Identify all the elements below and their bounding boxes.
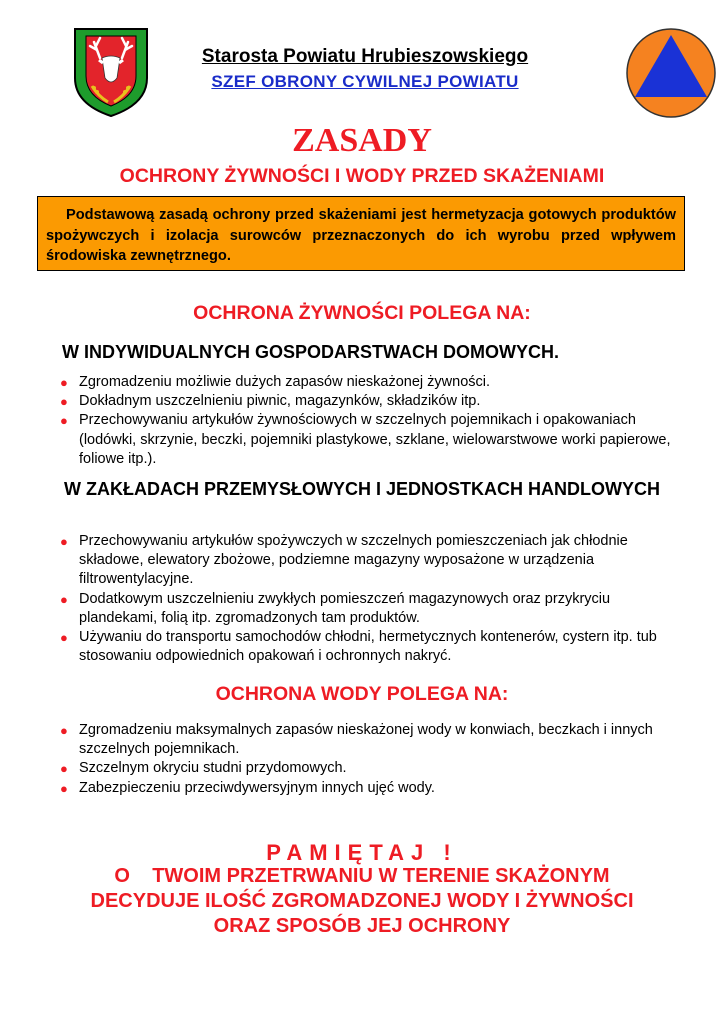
list-item <box>60 721 680 759</box>
reminder-line: DECYDUJE ILOŚĆ ZGROMADZONEJ WODY I ŻYWNOŚCI <box>90 890 634 912</box>
reminder-heading: PAMIĘTAJ ! <box>266 840 458 865</box>
water-list <box>60 721 680 798</box>
list-item <box>60 759 680 778</box>
list-item-text: Szczelnym okryciu studni przydomowych. <box>79 760 347 777</box>
bullet-icon: ● <box>60 780 68 796</box>
list-item-text: Dodatkowym uszczelnieniu zwykłych pomieszczeń magazynowych oraz przykryciu plandekami, folią itp. zgromadzonych tam produktów. <box>79 590 611 626</box>
list-item-text: Zgromadzeniu możliwie dużych zapasów nieskażonej żywności. <box>79 374 491 390</box>
bullet-icon: ● <box>60 394 68 410</box>
bullet-icon: ● <box>60 375 68 390</box>
page-subtitle: OCHRONY ŻYWNOŚCI I WODY PRZED SKAŻENIAMI <box>119 165 605 187</box>
food-section-heading: OCHRONA ŻYWNOŚCI POLEGA NA: <box>193 302 531 324</box>
coat-of-arms-icon <box>72 26 150 118</box>
list-item <box>60 532 680 590</box>
bullet-icon: ● <box>60 761 68 777</box>
list-item-text: Przechowywaniu artykułów żywnościowych w szczelnych pojemnikach i opakowaniach (lodówki, skrzynie, beczki, pojemniki plastykowe, szklane, wielowarstwowe worki papierowe, foliowe itp.). <box>79 412 671 467</box>
list-item-text: Używaniu do transportu samochodów chłodni, hermetycznych kontenerów, cystern itp. tub stosowaniu odpowiednich opakowań i ochronnych nakryć. <box>79 629 657 665</box>
list-item <box>60 628 680 666</box>
bullet-icon: ● <box>60 534 68 549</box>
list-item <box>60 411 680 469</box>
reminder-line: O TWOIM PRZETRWANIU W TERENIE SKAŻONYM <box>114 865 610 887</box>
bullet-icon: ● <box>60 591 68 607</box>
list-item-text: Przechowywaniu artykułów spożywczych w szczelnych pomieszczeniach jak chłodnie składowe, elewatory zbożowe, podziemne magazyny wyposażone w urządzenia filtrowentylacyjne. <box>79 533 628 588</box>
industrial-heading: W ZAKŁADACH PRZEMYSŁOWYCH I JEDNOSTKACH HANDLOWYCH <box>64 479 660 499</box>
list-item <box>60 779 680 798</box>
reminder-line: ORAZ SPOSÓB JEJ OCHRONY <box>213 915 511 937</box>
households-heading: W INDYWIDUALNYCH GOSPODARSTWACH DOMOWYCH. <box>62 342 559 362</box>
bullet-icon: ● <box>60 630 68 646</box>
reminder-message <box>0 864 724 939</box>
list-item-text: Dokładnym uszczelnieniu piwnic, magazynków, składzików itp. <box>79 393 481 410</box>
header-title: Starosta Powiatu Hrubieszowskiego <box>201 46 529 67</box>
bullet-icon: ● <box>60 723 68 738</box>
list-item-text: Zabezpieczeniu przeciwdywersyjnym innych ujęć wody. <box>79 779 435 796</box>
list-item <box>60 590 680 628</box>
households-list <box>60 373 680 469</box>
civil-defense-icon <box>625 27 717 119</box>
intro-box: Podstawową zasadą ochrony przed skażeniami jest hermetyzacja gotowych produktów spożywczych i izolacja surowców przeznaczonych do ich wyrobu przed wpływem środowiska zewnętrznego. <box>37 196 685 271</box>
bullet-icon: ● <box>60 413 68 429</box>
list-item-text: Zgromadzeniu maksymalnych zapasów nieskażonej wody w konwiach, beczkach i innych szczelnych pojemnikach. <box>79 722 653 758</box>
list-item <box>60 373 680 392</box>
water-section-heading: OCHRONA WODY POLEGA NA: <box>215 683 509 705</box>
industrial-list <box>60 532 680 666</box>
page-title: ZASADY <box>292 122 432 159</box>
list-item <box>60 392 680 411</box>
header-subtitle: SZEF OBRONY CYWILNEJ POWIATU <box>211 72 519 91</box>
